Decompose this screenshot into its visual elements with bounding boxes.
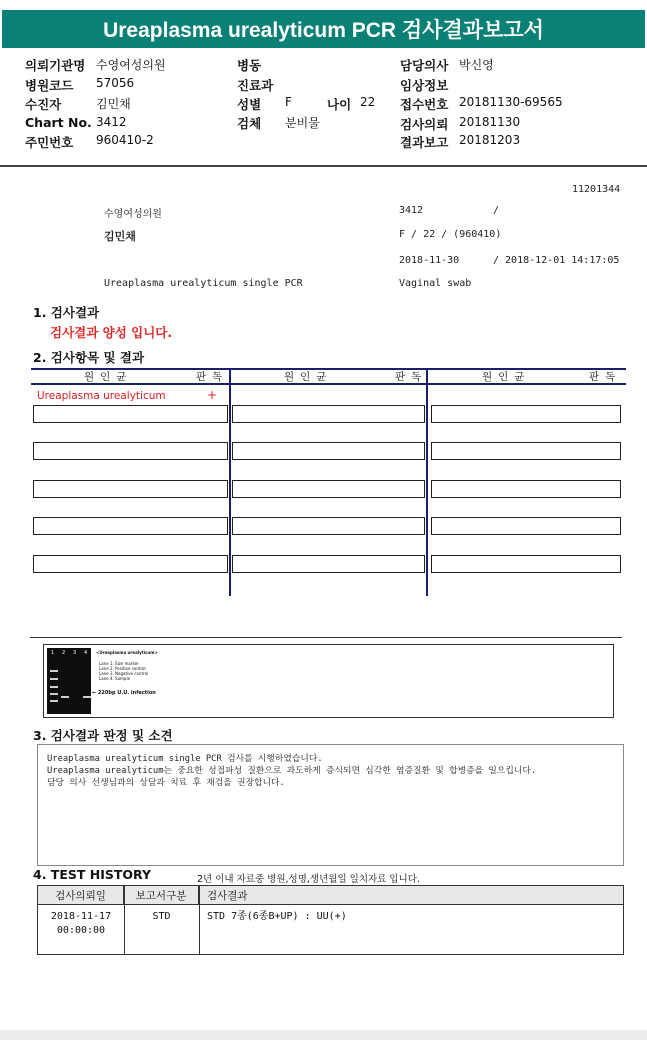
grid-divider-2 — [426, 368, 428, 596]
history-note: 2년 이내 자료중 병원,성명,생년월일 일치자료 입니다. — [197, 874, 420, 885]
result-cell — [232, 405, 425, 423]
info-slash: / — [493, 205, 500, 216]
header-hospital-code: 병원코드 57056 — [25, 76, 135, 93]
gel-image — [47, 648, 91, 714]
history-col-divider — [199, 886, 200, 954]
header-divider — [0, 165, 647, 167]
section2-title: 2. 검사항목 및 결과 — [33, 350, 145, 365]
gel-legend-item: Lane 3. Negative control — [99, 671, 149, 676]
gel-legend-item: Lane 1. Size marker — [99, 661, 139, 666]
result-cell — [232, 442, 425, 460]
header-hospital: 의뢰기관명 수영여성의원 — [25, 58, 166, 73]
history-header-result: 검사결과 — [199, 886, 623, 905]
marker-band — [50, 693, 58, 695]
lane-number: 3 — [73, 650, 77, 656]
lane-number: 2 — [62, 650, 66, 656]
header-age: 나이 22 — [327, 95, 376, 112]
header-clinical-info: 임상정보 — [400, 78, 449, 93]
opinion-box — [37, 744, 624, 866]
history-header-type: 보고서구분 — [124, 886, 199, 905]
header-report-date: 결과보고 20181203 — [400, 133, 521, 150]
result-cell — [431, 442, 621, 460]
history-type: STD — [152, 911, 171, 922]
info-specimen: Vaginal swab — [399, 278, 472, 289]
col-header-organism-2: 원인균 — [284, 371, 333, 383]
report-title: Ureaplasma urealyticum PCR 검사결과보고서 — [2, 10, 645, 48]
info-date-report: / 2018-12-01 14:17:05 — [493, 255, 620, 266]
marker-band — [50, 700, 58, 702]
gel-legend-item: Lane 4. Sample — [99, 676, 131, 681]
history-table — [37, 885, 624, 955]
info-test-name: Ureaplasma urealyticum single PCR — [104, 278, 303, 289]
gel-legend-item: Lane 2. Positive control — [99, 666, 146, 671]
gel-divider — [30, 637, 622, 638]
lane-number: 4 — [84, 650, 88, 656]
header-sex: 성별 F — [237, 95, 292, 112]
gel-electrophoresis-panel — [43, 644, 614, 718]
col-header-organism-3: 원인균 — [482, 371, 531, 383]
col-header-judgment-2: 판독 — [395, 371, 428, 383]
result-cell — [33, 405, 228, 423]
history-time: 00:00:00 — [56, 925, 106, 936]
header-department: 진료과 — [237, 78, 274, 93]
result-cell — [431, 480, 621, 498]
opinion-line: 담당 의사 선생님과의 상담과 치료 후 재검을 권장합니다. — [47, 778, 285, 788]
opinion-line: Ureaplasma urealyticum single PCR 검사를 시행하였습니다. — [47, 754, 323, 764]
header-patient: 수진자 김민채 — [25, 97, 131, 112]
history-result: STD 7종(6종B+UP) : UU(+) — [207, 911, 347, 922]
grid-divider-1 — [229, 368, 231, 596]
history-date: 2018-11-17 — [50, 911, 112, 922]
info-hospital: 수영여성의원 — [104, 209, 162, 220]
header-request-date: 검사의뢰 20181130 — [400, 115, 521, 132]
info-chart: 3412 — [399, 205, 424, 216]
header-doctor: 담당의사 박신영 — [400, 58, 494, 73]
info-code: 11201344 — [572, 184, 621, 195]
result-cell — [232, 517, 425, 535]
section3-title: 3. 검사결과 판정 및 소견 — [33, 728, 173, 743]
positive-band — [61, 696, 69, 698]
result-cell — [33, 480, 228, 498]
info-sex-age: F / 22 / (960410) — [399, 229, 502, 240]
marker-band — [50, 686, 58, 688]
result-cell — [431, 405, 621, 423]
lane-number: 1 — [51, 650, 55, 656]
result-cell — [232, 555, 425, 573]
result-cell — [33, 555, 228, 573]
result-positive-text: 검사결과 양성 입니다. — [50, 325, 173, 340]
info-date-received: 2018-11-30 — [399, 255, 460, 266]
gel-band-label: ← 220bp U.U. infection — [92, 690, 156, 696]
info-patient: 김민채 — [104, 230, 136, 243]
sample-band — [83, 696, 91, 698]
header-receipt-no: 접수번호 20181130-69565 — [400, 95, 563, 112]
header-chart-no: Chart No. 3412 — [25, 115, 127, 130]
header-ward: 병동 — [237, 58, 262, 73]
col-header-judgment-3: 판독 — [589, 371, 622, 383]
organism-name: Ureaplasma urealyticum — [37, 390, 166, 402]
result-cell — [232, 480, 425, 498]
marker-band — [50, 670, 58, 672]
result-cell — [33, 517, 228, 535]
header-specimen: 검체 분비물 — [237, 116, 320, 131]
col-header-organism-1: 원인균 — [84, 371, 133, 383]
result-cell — [431, 517, 621, 535]
marker-band — [50, 678, 58, 680]
col-header-judgment-1: 판독 — [196, 371, 229, 383]
result-cell — [33, 442, 228, 460]
section1-title: 1. 검사결과 — [33, 305, 100, 320]
result-cell — [431, 555, 621, 573]
history-header-date: 검사의뢰일 — [38, 886, 124, 905]
organism-judgment: + — [207, 388, 218, 402]
footer-strip — [0, 1030, 647, 1040]
section4-title: 4. TEST HISTORY — [33, 867, 152, 882]
opinion-line: Ureaplasma urealyticum는 중요한 성접파성 질환으로 과도하게 증식되면 심각한 염증질환 및 합병증을 일으킵니다. — [47, 766, 537, 776]
header-resident-no: 주민번호 960410-2 — [25, 133, 154, 150]
gel-heading: <Ureaplasma urealyticum> — [96, 650, 158, 655]
